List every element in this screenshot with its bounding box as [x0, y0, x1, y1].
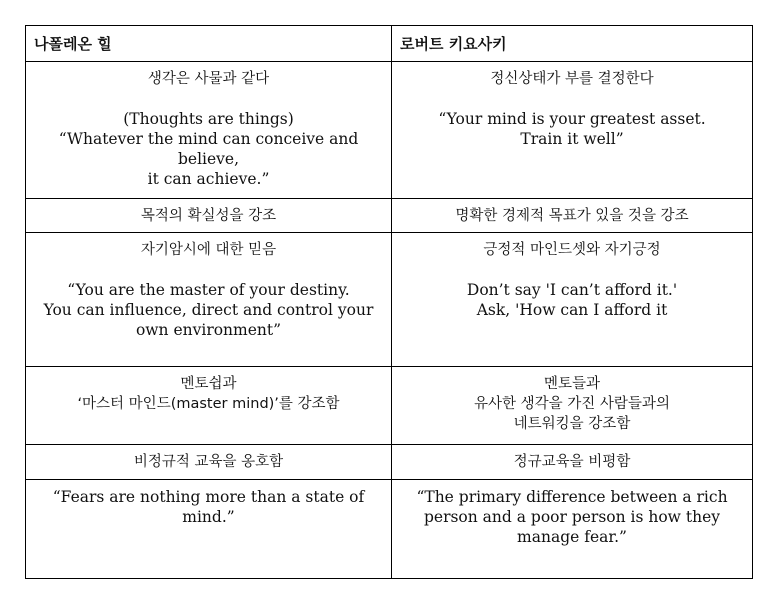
cell-hill-purpose: [26, 199, 392, 233]
cell-text-line: “The primary difference between a rich: [416, 488, 728, 506]
cell-title: 정규교육을 비평함: [513, 454, 631, 470]
table-row: [26, 445, 753, 480]
cell-text-line: manage fear.”: [517, 528, 627, 546]
cell-hill-thoughts: [26, 62, 392, 199]
cell-text-line: “Fears are nothing more than a state of: [52, 488, 365, 506]
table-row: [26, 233, 753, 367]
cell-text-line: “Whatever the mind can conceive and: [58, 130, 359, 148]
cell-text-line: ‘마스터 마인드(master mind)’를 강조함: [77, 396, 340, 412]
table-row: [26, 367, 753, 445]
cell-title: 비정규적 교육을 옹호함: [133, 454, 284, 470]
table-row: [26, 480, 753, 579]
table-row: [26, 199, 753, 233]
cell-kiyosaki-fear: [392, 480, 753, 579]
cell-text-line: “You are the master of your destiny.: [67, 281, 350, 299]
header-row: [26, 26, 753, 62]
cell-kiyosaki-goals: [392, 199, 753, 233]
header-robert-kiyosaki: 로버트 키요사키: [392, 26, 753, 62]
cell-text-line: Train it well”: [520, 130, 624, 148]
cell-hill-autosuggestion: [26, 233, 392, 367]
cell-hill-mentorship: [26, 367, 392, 445]
cell-text-line: mind.”: [182, 508, 235, 526]
header-napoleon-hill: 나폴레온 힐: [26, 26, 392, 62]
comparison-table: [25, 25, 753, 579]
cell-hill-education: [26, 445, 392, 480]
cell-title: 생각은 사물과 같다: [147, 71, 270, 87]
cell-title: 정신상태가 부를 결정한다: [490, 71, 654, 87]
cell-text-line: (Thoughts are things): [123, 110, 294, 128]
cell-text-line: believe,: [177, 150, 240, 168]
cell-text-line: “Your mind is your greatest asset.: [438, 110, 706, 128]
cell-text-line: 멘토쉽과: [180, 376, 237, 392]
cell-text-line: it can achieve.”: [147, 170, 270, 188]
cell-text-line: Ask, 'How can I afford it: [476, 301, 668, 319]
cell-text-line: 멘토들과: [543, 376, 601, 392]
cell-title: 목적의 확실성을 강조: [140, 208, 277, 224]
cell-title: 긍정적 마인드셋와 자기긍정: [483, 242, 661, 258]
cell-kiyosaki-mind: [392, 62, 753, 199]
cell-text-line: You can influence, direct and control your: [43, 301, 374, 319]
cell-kiyosaki-mentors: [392, 367, 753, 445]
cell-title: 자기암시에 대한 믿음: [140, 242, 277, 258]
cell-hill-fear: [26, 480, 392, 579]
cell-kiyosaki-mindset: [392, 233, 753, 367]
cell-text-line: person and a poor person is how they: [423, 508, 721, 526]
cell-text-line: 유사한 생각을 가진 사람들과의: [474, 396, 670, 412]
cell-text-line: Don’t say 'I can’t afford it.': [466, 281, 678, 299]
cell-text-line: own environment”: [135, 321, 282, 339]
cell-text-line: 네트워킹을 강조함: [513, 416, 631, 432]
table-row: [26, 62, 753, 199]
cell-title: 명확한 경제적 목표가 있을 것을 강조: [455, 208, 689, 224]
cell-kiyosaki-education: [392, 445, 753, 480]
